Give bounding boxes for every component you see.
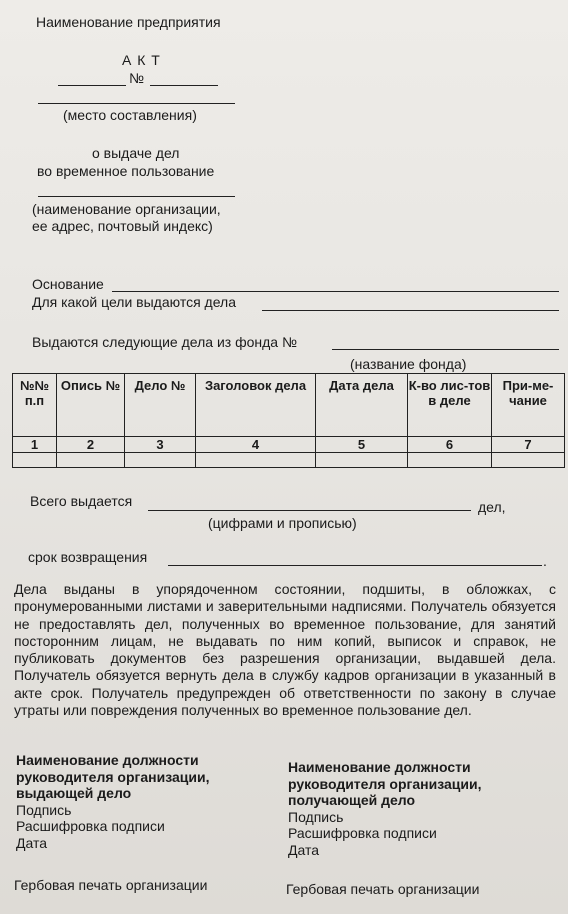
issuer-date: Дата [16, 834, 48, 851]
table-cell: 4 [196, 437, 316, 453]
basis-label: Основание [32, 276, 104, 292]
act-number-sign: № [129, 70, 145, 86]
col-header-number: №№ п.п [13, 374, 57, 437]
purpose-line [262, 310, 559, 311]
col-header-sheets: К-во лис-тов в деле [408, 374, 492, 437]
place-caption: (место составления) [63, 107, 197, 123]
table-cell: 1 [13, 437, 57, 453]
receiver-decoding: Расшифровка подписи [288, 825, 437, 841]
table-cell [492, 453, 565, 468]
col-header-title: Заголовок дела [196, 374, 316, 437]
enterprise-name: Наименование предприятия [36, 14, 221, 30]
table-cell [196, 453, 316, 468]
basis-line [112, 291, 559, 292]
table-cell [316, 453, 408, 468]
table-cell [13, 453, 57, 468]
place-line [38, 103, 235, 104]
issuer-signature: Подпись [16, 801, 72, 818]
table-cell: 2 [57, 437, 125, 453]
issuer-signature-block [16, 752, 209, 851]
act-number-prefix-line [58, 85, 126, 86]
return-label: срок возвращения [28, 549, 148, 565]
table-cell [125, 453, 196, 468]
act-title: А К Т [122, 52, 161, 68]
receiver-date: Дата [288, 841, 320, 858]
total-line [148, 510, 471, 511]
receiver-title-2: руководителя организации, [288, 775, 482, 792]
organization-caption-2: ее адрес, почтовый индекс) [32, 218, 213, 234]
fund-caption: (название фонда) [350, 356, 467, 372]
fund-label: Выдаются следующие дела из фонда № [32, 334, 297, 350]
subject-line-2: во временное пользование [37, 163, 215, 179]
issuer-decoding: Расшифровка подписи [16, 818, 165, 834]
receiver-signature-block [288, 759, 481, 858]
subject-line-1: о выдаче дел [92, 145, 180, 161]
table-cell [57, 453, 125, 468]
table-header-row [13, 374, 565, 437]
table-cell: 5 [316, 437, 408, 453]
table-row-empty [13, 453, 565, 468]
issuer-title-1: Наименование должности [16, 752, 199, 768]
issuer-seal: Гербовая печать организации [14, 877, 208, 893]
organization-caption-1: (наименование организации, [32, 201, 221, 217]
receiver-signature: Подпись [288, 808, 344, 825]
fund-line [332, 349, 559, 350]
total-suffix: дел, [478, 499, 506, 515]
issuer-title-3: выдающей дело [16, 785, 132, 801]
receiver-title-1: Наименование должности [288, 759, 471, 775]
act-number-line [150, 85, 218, 86]
table-cell: 3 [125, 437, 196, 453]
return-end: . [543, 553, 547, 569]
col-header-date: Дата дела [316, 374, 408, 437]
table-cell: 7 [492, 437, 565, 453]
terms-paragraph: Дела выданы в упорядоченном состоянии, подшиты, в обложках, с пронумерованными листами и заверительными надписями. Получатель обязуется не предоставлять дел, полученных во временное пользование, для занятий посторонним лицам, не выдавать по ним копий, выписок и справок, не публиковать документов без разрешения организации, выдавшей дела. Получатель обязуется вернуть дела в службу кадров организации в указанный в акте срок. Получатель предупрежден об ответственности по закону в случае утраты или повреждения полученных во временное пользование дел. [14, 581, 556, 719]
table-row-column-numbers [13, 437, 565, 453]
organization-line [38, 196, 235, 197]
return-line [168, 565, 542, 566]
table-cell: 6 [408, 437, 492, 453]
total-caption: (цифрами и прописью) [208, 515, 357, 531]
receiver-seal: Гербовая печать организации [286, 881, 480, 897]
receiver-title-3: получающей дело [288, 792, 416, 808]
table-cell [408, 453, 492, 468]
cases-table [12, 373, 565, 468]
issuer-title-2: руководителя организации, [16, 768, 210, 785]
total-label: Всего выдается [30, 493, 133, 509]
purpose-label: Для какой цели выдаются дела [32, 294, 236, 310]
col-header-case: Дело № [125, 374, 196, 437]
col-header-inventory: Опись № [57, 374, 125, 437]
col-header-note: При-ме-чание [492, 374, 565, 437]
